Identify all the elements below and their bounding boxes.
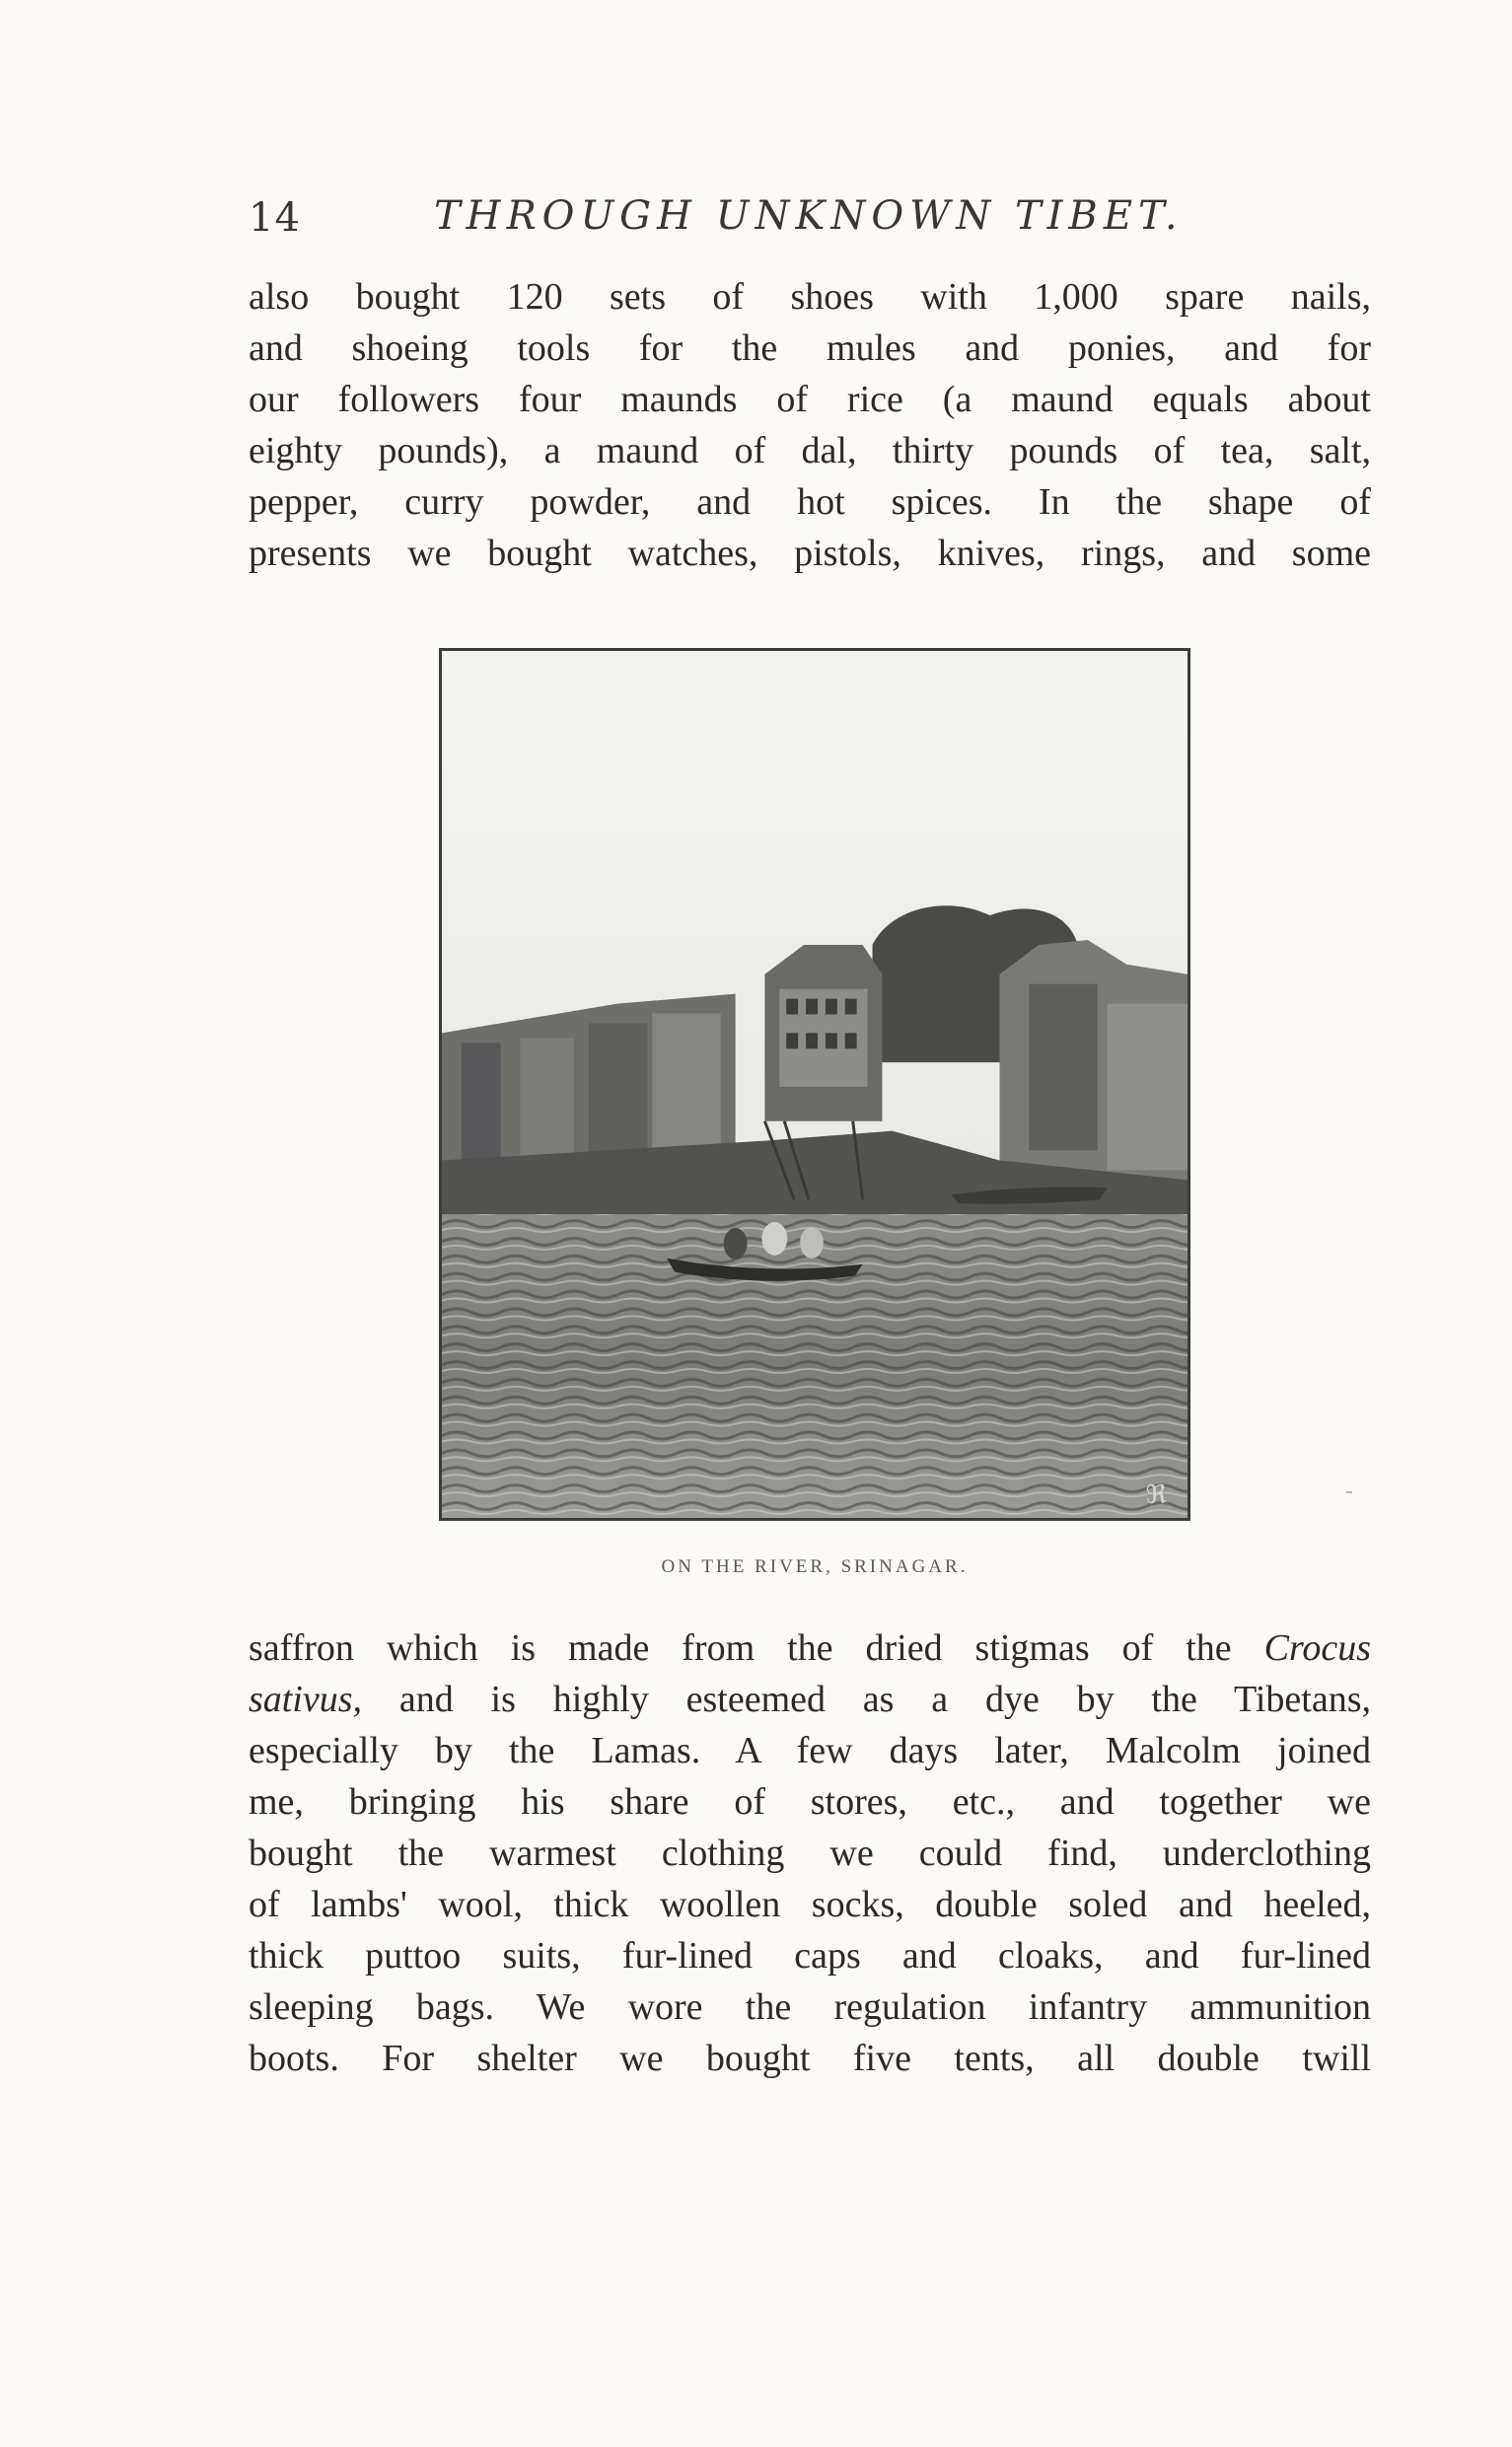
- svg-text:ℜ: ℜ: [1145, 1480, 1167, 1511]
- text-line: [249, 1674, 1371, 1725]
- text-line: [249, 1622, 1371, 1674]
- text-line: thick puttoo suits, fur-lined caps and cloaks, and fur-lined: [249, 1935, 1371, 1977]
- text-line: especially by the Lamas. A few days later, Malcolm joined: [249, 1730, 1371, 1771]
- text-line: boots. For shelter we bought five tents, all double twill: [249, 2038, 1371, 2079]
- figure-caption: ON THE RIVER, SRINAGAR.: [661, 1556, 969, 1577]
- text-line: and shoeing tools for the mules and ponies, and for: [249, 327, 1371, 369]
- text-line: our followers four maunds of rice (a maund equals about: [249, 379, 1371, 420]
- text-line: also bought 120 sets of shoes with 1,000 spare nails,: [249, 276, 1371, 318]
- italic-term: Crocus: [1263, 1627, 1371, 1669]
- text-run: saffron which is made from the dried stigmas of the: [249, 1627, 1264, 1669]
- text-run: and is highly esteemed as a dye by the Tibetans,: [362, 1679, 1371, 1720]
- text-line: of lambs' wool, thick woollen socks, double soled and heeled,: [249, 1884, 1371, 1925]
- paragraph-top: [249, 271, 1371, 579]
- text-line: pepper, curry powder, and hot spices. In the shape of: [249, 481, 1371, 523]
- text-line: eighty pounds), a maund of dal, thirty pounds of tea, salt,: [249, 430, 1371, 471]
- river-scene-illustration: [442, 651, 1188, 1518]
- river-photograph: [439, 648, 1190, 1521]
- text-line: me, bringing his share of stores, etc., and together we: [249, 1781, 1371, 1823]
- italic-term: sativus,: [249, 1679, 363, 1720]
- page-number: 14: [249, 195, 301, 241]
- text-line: sleeping bags. We wore the regulation infantry ammunition: [249, 1986, 1371, 2028]
- print-mark: [1346, 1491, 1352, 1493]
- running-head: THROUGH UNKNOWN TIBET.: [434, 193, 1184, 239]
- paragraph-bottom: [249, 1622, 1371, 2084]
- text-line: presents we bought watches, pistols, knives, rings, and some: [249, 533, 1371, 574]
- text-line: bought the warmest clothing we could find, underclothing: [249, 1833, 1371, 1874]
